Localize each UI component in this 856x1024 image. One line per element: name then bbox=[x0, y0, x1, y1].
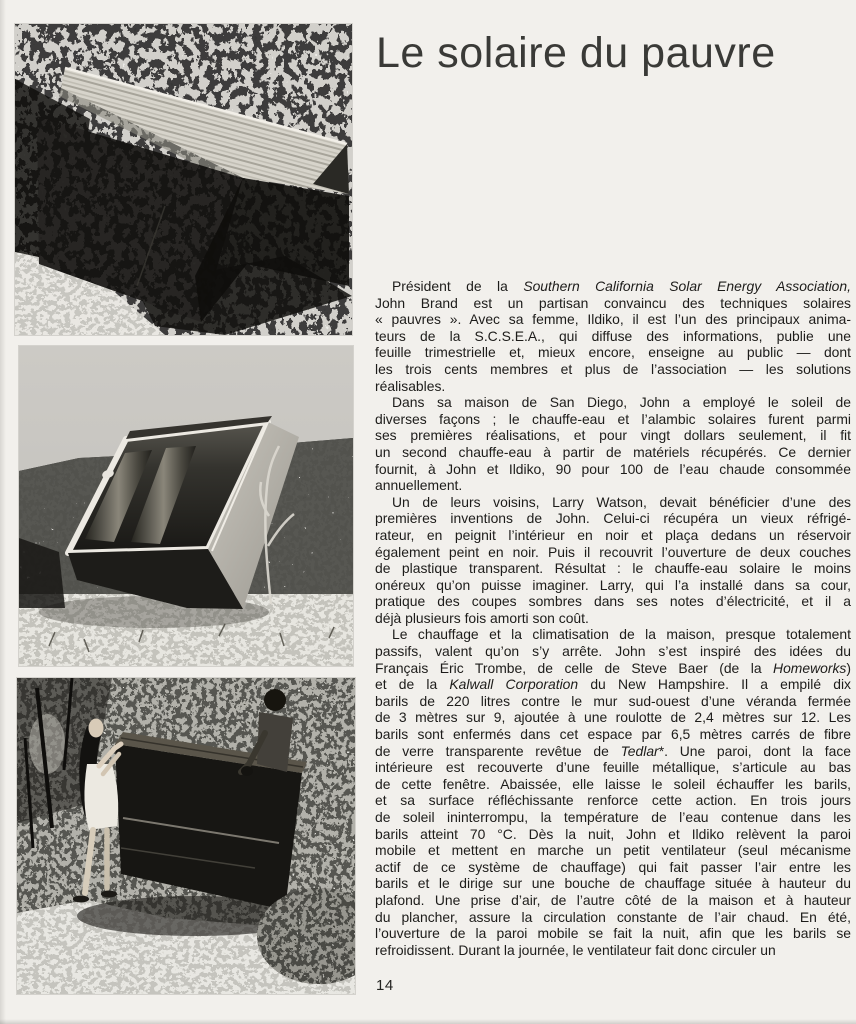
text-segment: Président de la bbox=[392, 278, 524, 294]
text-line bbox=[375, 461, 851, 478]
page-edge-shadow-left bbox=[0, 0, 6, 1024]
page-number: 14 bbox=[376, 977, 394, 994]
text-line bbox=[375, 328, 851, 345]
text-line bbox=[375, 311, 851, 328]
text-line bbox=[375, 709, 851, 726]
text-line bbox=[375, 693, 851, 710]
photo-tilted-solar-collector bbox=[19, 346, 353, 666]
text-line bbox=[375, 378, 851, 395]
text-segment: refroidissent. Durant la journée, le ventilateur fait donc circuler un bbox=[375, 941, 776, 958]
text-segment: de plastique transparent. Résultat : le chauffe-eau solaire le moins bbox=[375, 560, 851, 577]
text-line bbox=[375, 444, 851, 461]
italic-text-segment: Kalwall Corporation bbox=[449, 676, 579, 693]
text-line bbox=[375, 792, 851, 809]
text-segment: barils sont enfermés dans cet espace par 6,5 mètres carrés de fibre bbox=[375, 726, 851, 743]
text-line bbox=[375, 759, 851, 776]
photo-couple-graphic bbox=[17, 678, 355, 994]
text-line bbox=[375, 411, 851, 428]
text-segment: et sa surface réfléchissante renforce cette action. En trois jours bbox=[375, 792, 851, 809]
paragraph bbox=[375, 626, 851, 958]
text-segment: *. Une paroi, dont la face bbox=[658, 742, 851, 759]
text-line bbox=[375, 776, 851, 793]
text-line bbox=[375, 344, 851, 361]
text-segment: John Brand est un partisan convaincu des techniques solaires bbox=[375, 294, 851, 311]
text-line bbox=[375, 643, 851, 660]
text-segment: l’ouverture de la paroi mobile se fait la nuit, afin que les barils se bbox=[375, 925, 851, 942]
text-line bbox=[375, 859, 851, 876]
text-segment: fournit, à John et Ildiko, 90 pour 100 de l’eau chaude consommée bbox=[375, 460, 851, 477]
photo-couple-carrying-box bbox=[17, 678, 355, 994]
paragraph bbox=[375, 494, 851, 627]
text-segment: du New Hampshire. Il a empilé dix bbox=[578, 676, 851, 693]
text-segment: plafond. Une prise d’air, de l’autre côté de la maison et à hauteur bbox=[375, 891, 851, 908]
text-line bbox=[375, 909, 851, 926]
text-line bbox=[375, 494, 851, 511]
text-segment: mobile et mettent en marche un petit ventilateur (seul mécanisme bbox=[375, 842, 851, 859]
text-segment: barils de 220 litres contre le mur sud-ouest d’une véranda fermée bbox=[375, 692, 851, 709]
text-segment: rateur, en peignit l’intérieur en noir et plaça dedans un réservoir bbox=[375, 526, 851, 543]
paragraph bbox=[375, 278, 851, 394]
italic-text-segment: Homeworks bbox=[773, 659, 847, 676]
text-line bbox=[375, 726, 851, 743]
text-segment: les trois cents membres et plus de l’association — les solutions bbox=[375, 360, 851, 377]
paragraph bbox=[375, 394, 851, 494]
text-line bbox=[375, 477, 851, 494]
text-line bbox=[375, 577, 851, 594]
text-line bbox=[375, 510, 851, 527]
text-line bbox=[375, 610, 851, 627]
text-line bbox=[375, 427, 851, 444]
text-segment: également peint en noir. Puis il recouvrit l’ouverture de deux couches bbox=[375, 543, 851, 560]
text-line bbox=[375, 527, 851, 544]
text-line bbox=[375, 560, 851, 577]
text-line bbox=[375, 892, 851, 909]
text-line bbox=[375, 593, 851, 610]
text-segment: actif de ce système de chauffage) qui fait passer l’air entre les bbox=[375, 858, 851, 875]
text-segment: passifs, valent qu’on s’y arrête. John s’est inspiré des idées du bbox=[375, 643, 851, 660]
text-line bbox=[375, 875, 851, 892]
text-line bbox=[375, 925, 851, 942]
text-segment: annuellement. bbox=[375, 477, 463, 494]
text-segment: feuille trimestrielle et, mieux encore, enseigne au public — dont bbox=[375, 344, 851, 361]
text-segment: réalisables. bbox=[375, 377, 446, 394]
text-line bbox=[375, 743, 851, 760]
photo-solar-box-in-foliage bbox=[15, 24, 352, 335]
page-edge-shadow-bottom bbox=[0, 1019, 856, 1024]
text-line bbox=[375, 809, 851, 826]
text-segment: teurs de la S.C.S.E.A., qui diffuse des informations, publie une bbox=[375, 327, 851, 344]
text-segment: barils et le dirige sur une bouche de chauffage située à hauteur du bbox=[375, 875, 851, 892]
text-line bbox=[375, 942, 851, 959]
text-segment: pratique des coupes sombres dans ses notes d’électricité, et il a bbox=[375, 593, 851, 610]
text-line bbox=[375, 295, 851, 312]
text-line bbox=[375, 626, 851, 643]
text-segment: de soleil ininterrompu, la température de l’eau contenue dans les bbox=[375, 809, 851, 825]
text-segment: Un de leurs voisins, Larry Watson, devait bénéficier d’une des bbox=[392, 493, 851, 510]
text-segment: ses premières réalisations, et pour vingt dollars seulement, il fit bbox=[375, 427, 851, 444]
text-line bbox=[375, 544, 851, 561]
text-line bbox=[375, 278, 851, 295]
photo-solar-box-graphic bbox=[15, 24, 352, 335]
text-segment: de verre transparente revêtue de bbox=[375, 742, 621, 759]
text-segment: barils atteint 70 °C. Dès la nuit, John et Ildiko relèvent la paroi bbox=[375, 825, 851, 842]
article-body bbox=[375, 278, 851, 958]
text-line bbox=[375, 842, 851, 859]
text-line bbox=[375, 361, 851, 378]
text-line bbox=[375, 660, 851, 677]
text-line bbox=[375, 394, 851, 411]
text-segment: Français Éric Trombe, de celle de Steve Baer (de la bbox=[375, 659, 774, 676]
text-segment: « pauvres ». Avec sa femme, Ildiko, il est l’un des principaux anima- bbox=[375, 311, 851, 328]
text-segment: intérieure est recouverte d’une feuille métallique, s’articule au bas bbox=[375, 759, 851, 776]
text-segment: déjà plusieurs fois amorti son coût. bbox=[375, 609, 589, 626]
text-segment: un second chauffe-eau à partir de matériels récupérés. Ce dernier bbox=[375, 443, 851, 460]
text-line bbox=[375, 826, 851, 843]
text-segment: diverses façons ; le chauffe-eau et l’alambic solaires furent parmi bbox=[375, 410, 851, 427]
text-segment: et de la bbox=[375, 676, 450, 693]
text-segment: Dans sa maison de San Diego, John a employé le soleil de bbox=[392, 394, 851, 411]
italic-text-segment: Southern California Solar Energy Association, bbox=[523, 278, 851, 294]
photo-collector-graphic bbox=[19, 346, 353, 666]
text-segment: de cette fenêtre. Abaissée, elle laisse le soleil échauffer les barils, bbox=[375, 775, 851, 792]
text-segment: premières inventions de John. Celui-ci récupéra un vieux réfrigé- bbox=[375, 510, 851, 527]
text-line bbox=[375, 676, 851, 693]
text-segment: onéreux qu’on puisse imaginer. Larry, qui l’a installé dans sa cour, bbox=[375, 576, 851, 593]
text-segment: Le chauffage et la climatisation de la maison, presque totalement bbox=[392, 626, 851, 643]
text-segment: de 3 mètres sur 9, ajoutée à une roulotte de 2,4 mètres sur 12. Les bbox=[375, 709, 851, 726]
italic-text-segment: Tedlar bbox=[620, 742, 659, 759]
article-title: Le solaire du pauvre bbox=[376, 29, 776, 77]
text-segment: du plancher, assure la circulation constante de l’air chaud. En été, bbox=[375, 908, 851, 925]
text-segment: ) bbox=[846, 659, 851, 676]
